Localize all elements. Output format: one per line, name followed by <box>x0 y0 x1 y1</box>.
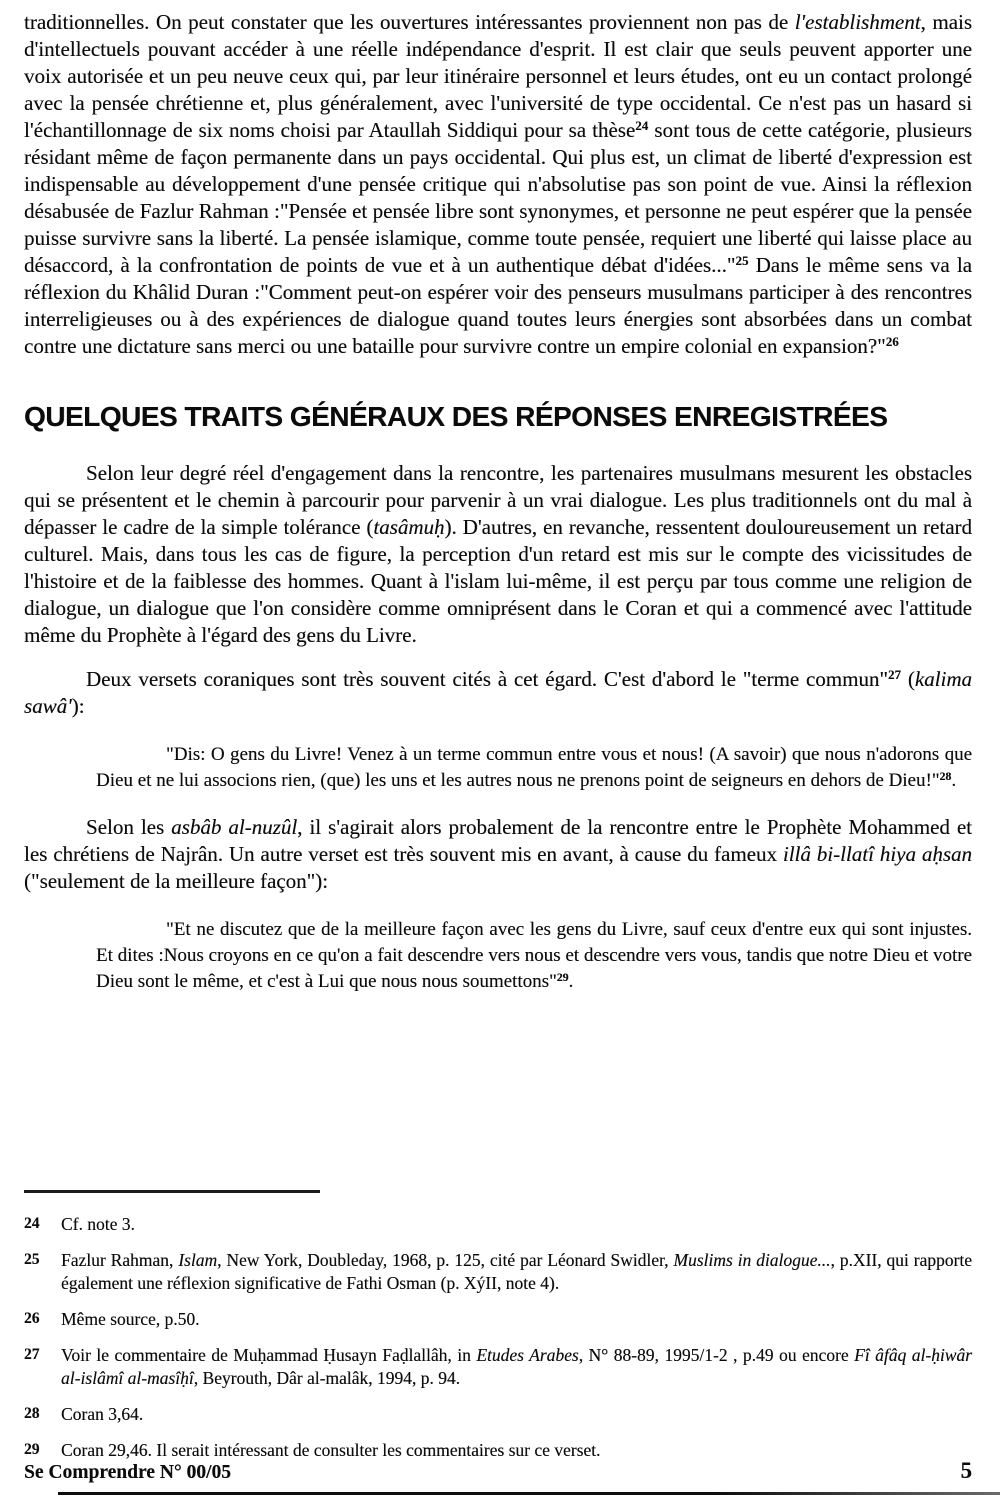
blockquote-quran-verse: "Dis: O gens du Livre! Venez à un terme commun entre vous et nous! (A savoir) que nous n'adorons que Dieu et ne lui associons rien, (que) les uns et les autres nous ne prenons point de seigneurs en dehors de Dieu!"$^{28}$. <box>96 744 972 791</box>
footnote-item <box>24 1213 972 1236</box>
footnote-item <box>24 1308 972 1331</box>
paragraph: Selon les asbâb al-nuzûl, il s'agirait alors probalement de la rencontre entre le Prophète Mohammed et les chrétiens de Najrân. Un autre verset est très souvent mis en avant, à cause du fameux illâ bi-llatî hiya aḥsan ("seulement de la meilleure façon"): <box>24 815 972 893</box>
footer-journal-title: Se Comprendre N° 00/05 <box>24 1462 231 1483</box>
footnote-item <box>24 1249 972 1295</box>
blockquote-quran-verse: "Et ne discutez que de la meilleure façon avec les gens du Livre, sauf ceux d'entre eux qui sont injustes. Et dites :Nous croyons en ce qu'on a fait descendre vers nous et descendre vers vous, tandis que notre Dieu et votre Dieu sont le même, et c'est à Lui que nous nous soumettons"$^{29}$. <box>96 919 972 992</box>
footnote-number: 25 <box>24 1251 40 1268</box>
footnote-text: Coran 29,46. Il serait intéressant de consulter les commentaires sur ce verset. <box>61 1440 601 1460</box>
footnote-number: 27 <box>24 1346 40 1363</box>
footnote-separator <box>24 1190 320 1193</box>
footnote-text: Fazlur Rahman, Islam, New York, Doubleday, 1968, p. 125, cité par Léonard Swidler, Muslims in dialogue..., p.XII, qui rapporte également une réflexion significative de Fathi Osman (p. XýII, note 4). <box>61 1250 972 1293</box>
footnote-number: 29 <box>24 1441 40 1458</box>
footnote-number: 24 <box>24 1215 40 1232</box>
paragraph-continuation: traditionnelles. On peut constater que les ouvertures intéressantes proviennent non pas de l'establishment, mais d'intellectuels pouvant accéder à une réelle indépendance d'esprit. Il est clair que seuls peuvent apporter une voix autorisée et un peu neuve ceux qui, par leur itinéraire personnel et leurs études, ont eu un contact prolongé avec la pensée chrétienne et, plus généralement, avec l'université de type occidental. Ce n'est pas un hasard si l'échantillonnage de six noms choisi par Ataullah Siddiqui pour sa thèse$^{24}$ sont tous de cette catégorie, plusieurs résidant même de façon permanente dans un pays occidental. Qui plus est, un climat de liberté d'expression est indispensable au développement d'une pensée critique qui n'absolutise pas son point de vue. Ainsi la réflexion désabusée de Fazlur Rahman :"Pensée et pensée libre sont synonymes, et personne ne peut espérer que la pensée puisse survivre sans la liberté. La pensée islamique, comme toute pensée, requiert une liberté qui laisse place au désaccord, à la confrontation de points de vue et à un authentique débat d'idées..."$^{25}$ Dans le même sens va la réflexion du Khâlid Duran :"Comment peut-on espérer voir des penseurs musulmans participer à des rencontres interreligieuses ou à des expériences de dialogue quand toutes leurs énergies sont absorbées dans un combat contre une dictature sans merci ou une bataille pour survivre contre un empire colonial en expansion?"$^{26}$ <box>24 10 973 358</box>
page-footer <box>24 1458 972 1484</box>
footnotes-section <box>24 1190 972 1475</box>
page-body <box>24 9 972 995</box>
paragraph: Selon leur degré réel d'engagement dans la rencontre, les partenaires musulmans mesurent les obstacles qui se présentent et le chemin à parcourir pour parvenir à un vrai dialogue. Les plus traditionnels ont du mal à dépasser le cadre de la simple tolérance (tasâmuḥ). D'autres, en revanche, ressentent douloureusement un retard culturel. Mais, dans tous les cas de figure, la perception d'un retard est mis sur le compte des vicissitudes de l'histoire et de la faiblesse des hommes. Quant à l'islam lui-même, il est perçu par tous comme une religion de dialogue, un dialogue que l'on considère comme omniprésent dans le Coran et qui a commencé avec l'attitude même du Prophète à l'égard des gens du Livre. <box>24 461 973 647</box>
section-heading: QUELQUES TRAITS GÉNÉRAUX DES RÉPONSES ENREGISTRÉES <box>24 401 888 432</box>
paragraph: Deux versets coraniques sont très souvent cités à cet égard. C'est d'abord le "terme commun"$^{27}$ (kalima sawâ'): <box>24 666 972 718</box>
footer-page-number: 5 <box>960 1458 972 1483</box>
scan-edge-artifact <box>58 1492 1000 1495</box>
footnote-text: Même source, p.50. <box>61 1309 200 1329</box>
footnote-text: Voir le commentaire de Muḥammad Ḥusayn Faḍlallâh, in Etudes Arabes, N° 88-89, 1995/1-2 , p.49 ou encore Fî âfâq al-ḥiwâr al-islâmî al-masîḥî, Beyrouth, Dâr al-malâk, 1994, p. 94. <box>61 1345 972 1388</box>
footnote-number: 26 <box>24 1310 40 1327</box>
footnote-number: 28 <box>24 1405 40 1422</box>
footnote-text: Coran 3,64. <box>61 1404 144 1424</box>
footnote-text: Cf. note 3. <box>61 1214 135 1234</box>
footnote-item <box>24 1344 972 1390</box>
footnote-item <box>24 1403 972 1426</box>
